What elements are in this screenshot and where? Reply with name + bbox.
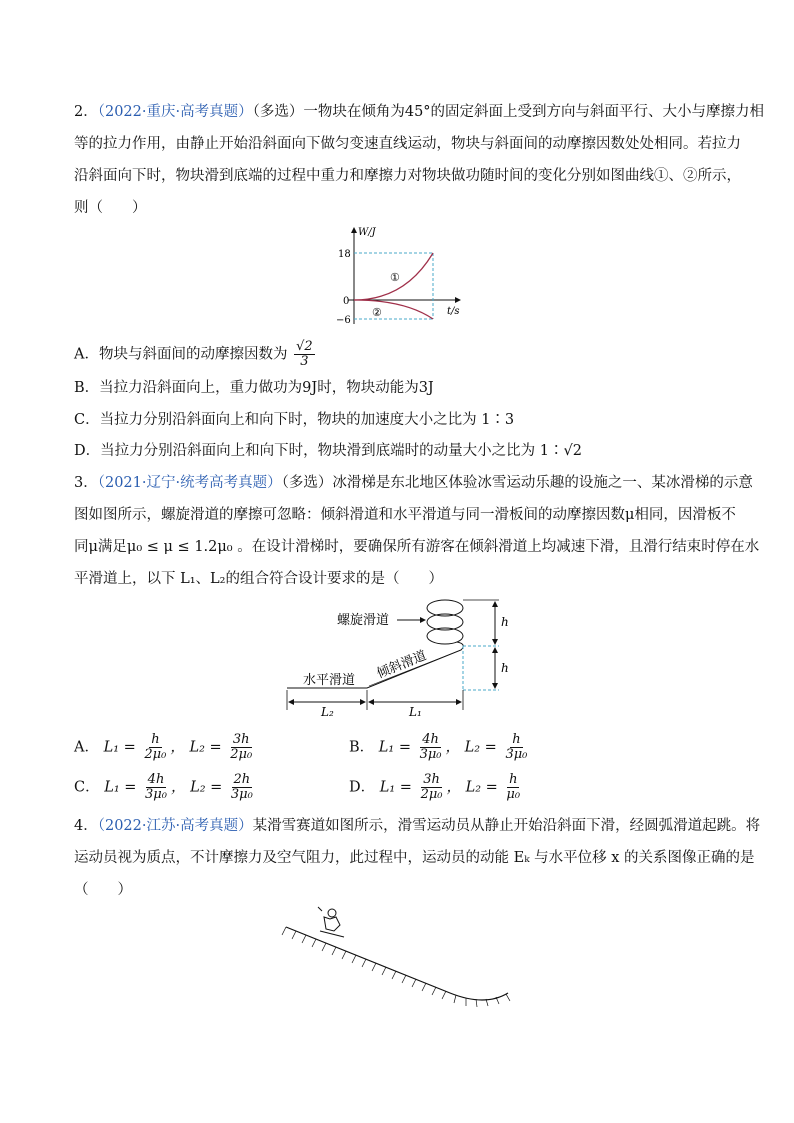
q2-number: 2．	[74, 104, 98, 120]
q2-tick-neg6: −6	[336, 315, 351, 326]
l1-prefix: L₁ =	[103, 739, 141, 756]
q4-source: （2022·江苏·高考真题）	[97, 818, 253, 834]
frac-num: 4h	[422, 732, 439, 747]
q2-x-label: t/s	[447, 306, 460, 317]
q3-number: 3．	[74, 475, 98, 491]
frac-num: 2h	[233, 772, 251, 787]
h-label-bottom: h	[501, 661, 509, 675]
l1-fraction	[418, 733, 444, 762]
L2-label: L₂	[321, 705, 334, 718]
q3-source: （2021·辽宁·统考高考真题）	[97, 475, 282, 491]
q2-y-label: W/J	[358, 227, 376, 238]
q4-number: 4．	[74, 818, 98, 834]
incline-label: 倾斜滑道	[374, 648, 429, 682]
q3-option-c[interactable]	[74, 773, 257, 802]
frac-den: 2μ₀	[230, 747, 253, 762]
skier-icon	[318, 907, 344, 937]
q3-line-1	[74, 473, 753, 493]
l1-fraction	[419, 773, 445, 802]
option-label: B．	[349, 739, 375, 756]
q2-option-a[interactable]	[74, 340, 317, 369]
q4-ski-track-diagram	[280, 905, 520, 1015]
l1-prefix: L₁ =	[379, 779, 417, 796]
frac-den: 3μ₀	[505, 747, 528, 762]
q2-option-b[interactable]: B．当拉力沿斜面向上，重力做功为9J时，物块动能为3J	[74, 380, 434, 396]
ski-track	[286, 927, 508, 1000]
frac-den: 2μ₀	[144, 747, 167, 762]
l2-prefix: ， L₂ =	[170, 739, 227, 756]
option-label: A．	[74, 739, 99, 756]
frac-den: μ₀	[506, 787, 521, 802]
l2-fraction	[228, 733, 254, 762]
q2-line-4: 则（ ）	[74, 200, 147, 216]
frac-num: h	[509, 772, 518, 787]
q4-line-3: （ ）	[74, 882, 132, 898]
q2-line-1	[74, 102, 764, 122]
frac-den: 3	[300, 354, 309, 369]
L1-label: L₁	[409, 705, 422, 718]
l2-prefix: ， L₂ =	[445, 739, 502, 756]
q4-line-1	[74, 816, 760, 836]
frac-den: 2μ₀	[420, 787, 443, 802]
l2-fraction	[503, 733, 529, 762]
option-label: C．	[74, 779, 100, 796]
frac-den: 3μ₀	[145, 787, 167, 802]
q4-text-1: 某滑雪赛道如图所示，滑雪运动员从静止开始沿斜面下滑，经圆弧滑道起跳。将	[252, 818, 761, 834]
q3-text-1: （多选）冰滑梯是东北地区体验冰雪运动乐趣的设施之一、某冰滑梯的示意	[281, 475, 753, 491]
q2-curve-1-label: ①	[390, 271, 400, 284]
l1-prefix: L₁ =	[104, 779, 142, 796]
q2-curve-2-label: ②	[372, 306, 382, 319]
q3-option-b[interactable]	[349, 733, 531, 762]
spiral-slide	[427, 600, 463, 644]
l1-prefix: L₁ =	[378, 739, 416, 756]
q4-line-2: 运动员视为质点，不计摩擦力及空气阻力，此过程中，运动员的动能 Eₖ 与水平位移 x 的关系图像正确的是	[74, 850, 755, 866]
q2-option-c[interactable]: C．当拉力分别沿斜面向上和向下时，物块的加速度大小之比为 1∶3	[74, 412, 515, 428]
frac-num: 3h	[423, 772, 440, 787]
q3-option-a[interactable]	[74, 733, 256, 762]
frac-num: h	[512, 732, 521, 747]
spiral-label: 螺旋滑道	[337, 613, 390, 628]
q3-line-2: 图如图所示，螺旋滑道的摩擦可忽略：倾斜滑道和水平滑道与同一滑板间的动摩擦因数μ相同，因滑板不	[74, 507, 736, 523]
frac-num: h	[151, 732, 160, 747]
q2-source: （2022·重庆·高考真题）	[97, 104, 253, 120]
q2-option-a-fraction	[294, 340, 315, 369]
l2-prefix: ， L₂ =	[170, 779, 227, 796]
q3-slide-diagram	[285, 598, 525, 718]
q2-text-1: （多选）一物块在倾角为45°的固定斜面上受到方向与斜面平行、大小与摩擦力相	[252, 104, 765, 120]
q3-line-4: 平滑道上，以下 L₁、L₂的组合符合设计要求的是（ ）	[74, 571, 443, 587]
frac-num: 4h	[147, 772, 165, 787]
l2-prefix: ， L₂ =	[446, 779, 503, 796]
horizontal-label: 水平滑道	[303, 673, 356, 688]
l1-fraction	[142, 733, 168, 762]
q3-line-3: 同μ满足μ₀ ≤ μ ≤ 1.2μ₀ 。在设计滑梯时，要确保所有游客在倾斜滑道上均减速下滑，且滑行结束时停在水	[74, 539, 760, 555]
q3-option-d[interactable]	[349, 773, 524, 802]
q2-line-2: 等的拉力作用，由静止开始沿斜面向下做匀变速直线运动，物块与斜面间的动摩擦因数处处相同。若拉力	[74, 136, 741, 152]
option-label: D．	[349, 779, 376, 796]
l2-fraction	[229, 773, 255, 802]
l1-fraction	[143, 773, 169, 802]
frac-num: √2	[296, 339, 313, 354]
l2-fraction	[504, 773, 522, 802]
q2-option-a-text: A．物块与斜面间的动摩擦因数为	[74, 346, 288, 363]
q2-work-time-graph	[330, 224, 470, 328]
h-label-top: h	[501, 615, 509, 629]
frac-den: 3μ₀	[230, 787, 253, 802]
frac-num: 3h	[232, 732, 250, 747]
frac-den: 3μ₀	[419, 747, 442, 762]
q2-option-d[interactable]: D．当拉力分别沿斜面向上和向下时，物块滑到底端时的动量大小之比为 1∶√2	[74, 443, 582, 459]
q2-line-3: 沿斜面向下时，物块滑到底端的过程中重力和摩擦力对物块做功随时间的变化分别如图曲线①、②所示，	[74, 168, 741, 184]
q2-curve-2	[354, 300, 433, 319]
q2-tick-18: 18	[338, 249, 351, 260]
q2-tick-0: 0	[343, 296, 350, 307]
